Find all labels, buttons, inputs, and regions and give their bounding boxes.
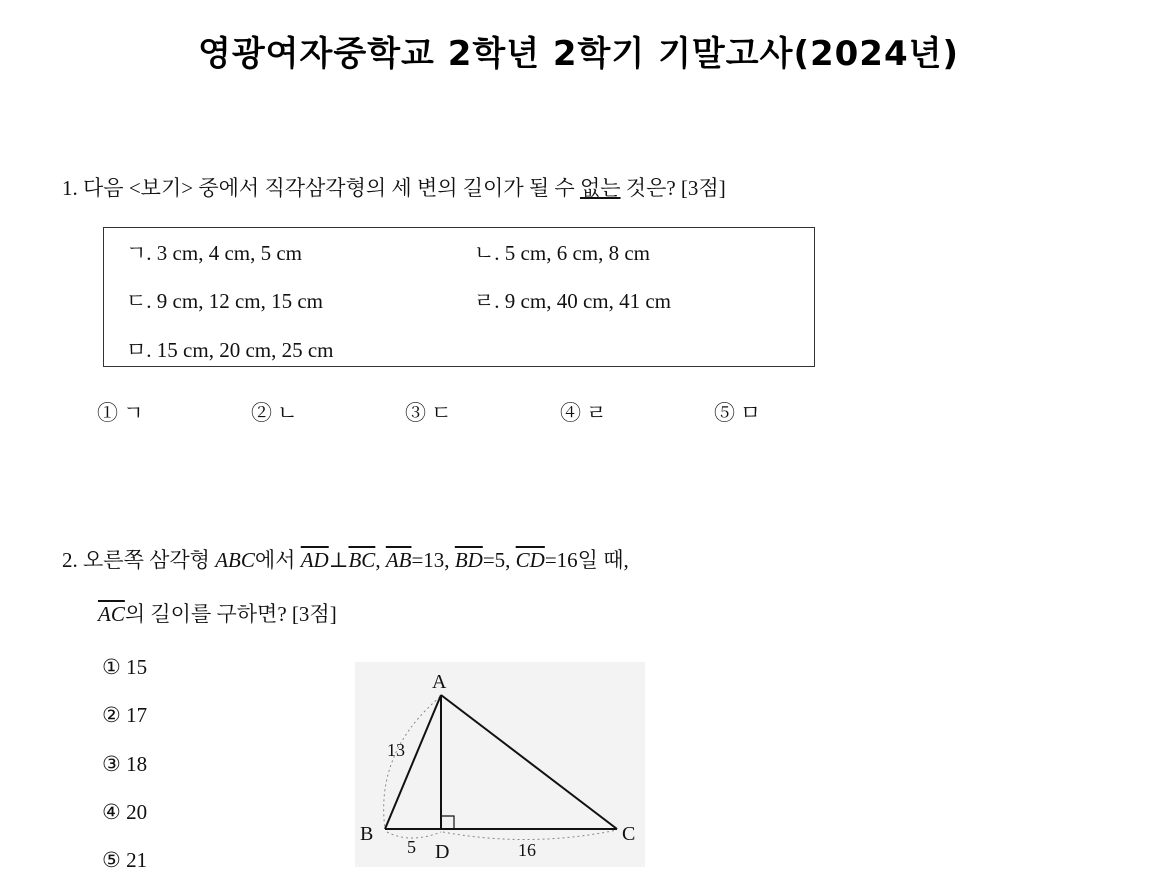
q1-choice-5[interactable]: ⑤ ㅁ <box>714 401 761 425</box>
question-1-text: 다음 <보기> 중에서 직각삼각형의 세 변의 길이가 될 수 <box>83 176 580 200</box>
q1-choice-2[interactable]: ② ㄴ <box>251 401 298 425</box>
q1-choice-1[interactable]: ① ㄱ <box>97 401 144 425</box>
perp-symbol: ⊥ <box>328 548 349 572</box>
segment-ab-value: =13, <box>411 548 455 572</box>
segment-bd-value: =5, <box>482 548 516 572</box>
segment-bc: $\overline{BC}$ <box>348 548 376 572</box>
question-2-text: 오른쪽 삼각형 <box>83 548 216 572</box>
triangle-figure <box>355 662 645 867</box>
segment-bd: $\overline{BD}$ <box>454 548 483 572</box>
segment-ab: $\overline{AB}$ <box>385 548 412 572</box>
example-item-4: ㄹ. 9 cm, 40 cm, 41 cm <box>474 289 672 313</box>
length-ab-label: 13 <box>387 740 405 760</box>
segment-ad: $\overline{AD}$ <box>300 548 329 572</box>
q1-choice-4[interactable]: ④ ㄹ <box>560 401 607 425</box>
length-bd-label: 5 <box>407 837 416 857</box>
q1-choice-3[interactable]: ③ ㄷ <box>405 401 452 425</box>
example-item-5: ㅁ. 15 cm, 20 cm, 25 cm <box>126 338 334 362</box>
segment-cd: $\overline{CD}$ <box>515 548 545 572</box>
label-a: A <box>432 671 447 693</box>
label-c: C <box>622 823 636 845</box>
question-2-text-end: 의 길이를 구하면? [3점] <box>124 602 337 626</box>
label-b: B <box>360 823 374 845</box>
label-d: D <box>435 841 450 863</box>
question-2-line-2 <box>98 598 337 628</box>
question-1-underlined: 없는 <box>579 176 621 200</box>
segment-cd-value: =16일 때, <box>544 548 629 572</box>
length-dc-label: 16 <box>518 840 536 860</box>
example-item-3: ㄷ. 9 cm, 12 cm, 15 cm <box>126 289 324 313</box>
figure-background <box>355 662 645 867</box>
q2-choice-3[interactable]: ③ 18 <box>102 752 148 776</box>
question-2 <box>62 544 629 574</box>
question-1-text-end: 것은? [3점] <box>620 176 726 200</box>
q2-choice-4[interactable]: ④ 20 <box>102 800 148 824</box>
question-2-number: 2. <box>62 548 78 572</box>
question-2-text: , <box>375 548 386 572</box>
page-title: 영광여자중학교 2학년 2학기 기말고사(2024년) <box>197 34 960 74</box>
q2-choice-1[interactable]: ① 15 <box>102 655 148 679</box>
q2-choice-2[interactable]: ② 17 <box>102 703 148 727</box>
triangle-name: ABC <box>215 548 255 572</box>
example-item-1: ㄱ. 3 cm, 4 cm, 5 cm <box>126 241 303 265</box>
question-2-text: 에서 <box>254 548 301 572</box>
question-1 <box>62 172 726 202</box>
q2-choice-5[interactable]: ⑤ 21 <box>102 848 148 872</box>
segment-ac: $\overline{AC}$ <box>98 602 125 626</box>
example-item-2: ㄴ. 5 cm, 6 cm, 8 cm <box>474 241 651 265</box>
question-1-number: 1. <box>62 176 78 200</box>
